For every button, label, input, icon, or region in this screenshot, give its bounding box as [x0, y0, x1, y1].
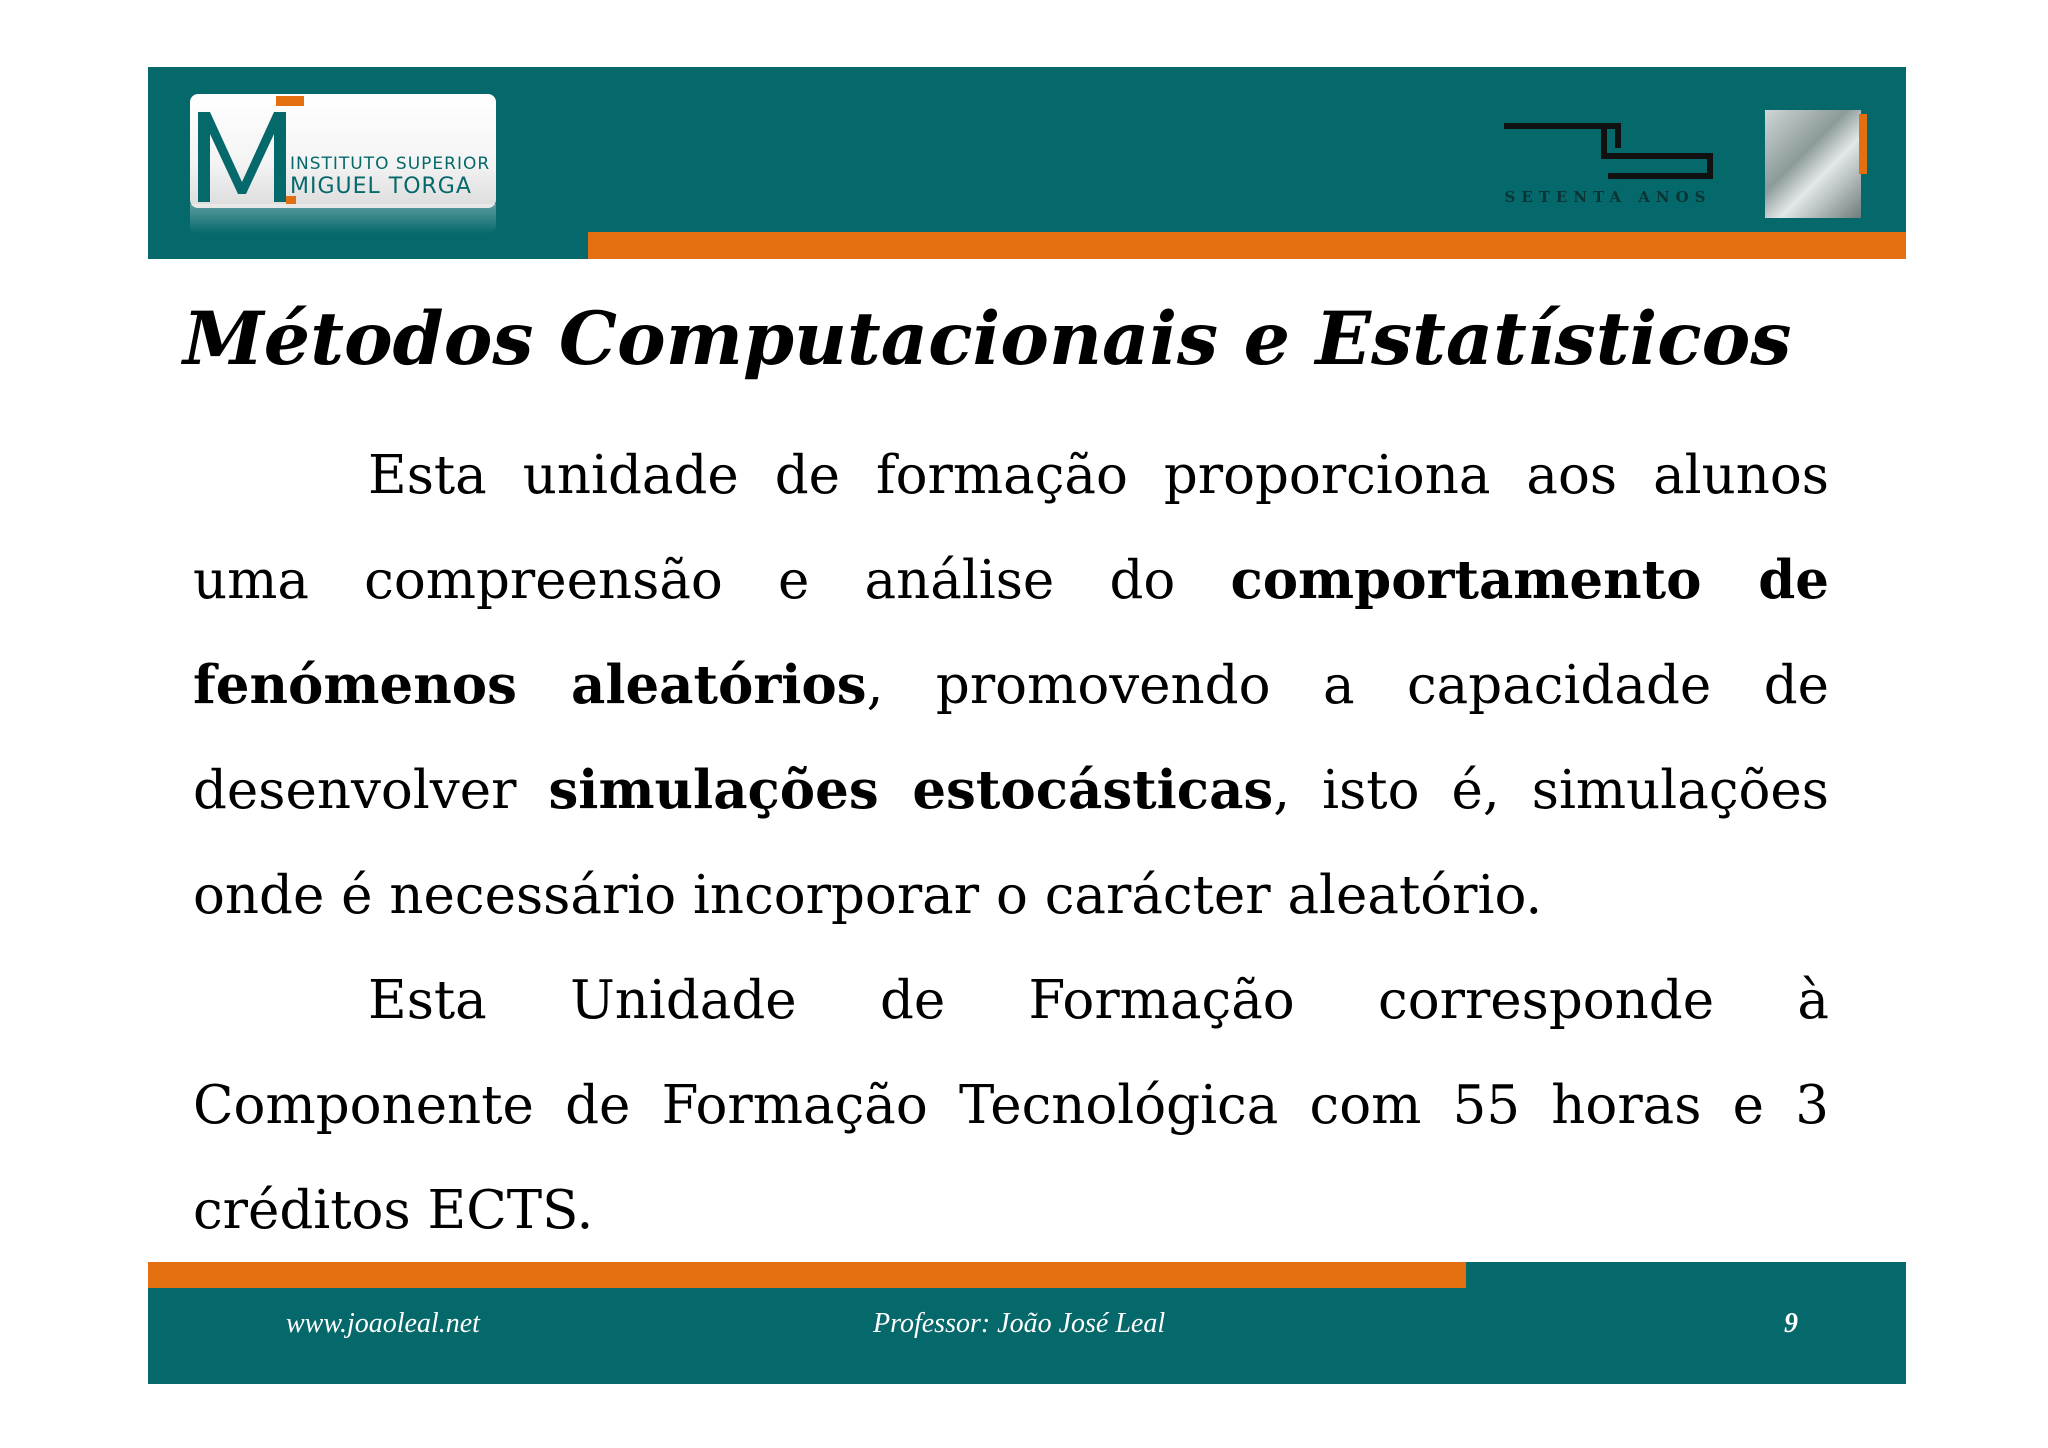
seventy-mark	[1500, 118, 1716, 188]
logo-line-1: INSTITUTO SUPERIOR	[290, 154, 491, 174]
bold-phrase: simulações estocásticas	[548, 759, 1274, 821]
footer-orange-stripe	[148, 1262, 1466, 1288]
paragraph-1-line-3	[193, 633, 1829, 738]
header-orange-stripe	[588, 232, 1906, 259]
logo-reflection	[190, 204, 496, 234]
paragraph-2-line-3: créditos ECTS.	[193, 1180, 594, 1241]
paragraph-1-line-4	[193, 738, 1829, 843]
text-segment: , promovendo a capacidade de	[866, 655, 1829, 716]
anniversary-label: SETENTA ANOS	[1504, 188, 1712, 206]
paragraph-1-line-2	[193, 528, 1829, 633]
paragraph-1-line-1: Esta unidade de formação proporciona aos alunos	[368, 445, 1829, 506]
bold-phrase: fenómenos aleatórios	[193, 654, 867, 716]
logo-line-2: MIGUEL TORGA	[290, 174, 472, 199]
paragraph-2-line-1: Esta Unidade de Formação corresponde à	[368, 970, 1829, 1031]
bold-phrase: comportamento de	[1230, 549, 1829, 611]
slide-body	[193, 423, 1829, 1263]
text-segment: , isto é, simulações	[1273, 760, 1829, 821]
text-segment: uma compreensão e análise do	[193, 550, 1231, 611]
seventy-years-logo	[1500, 118, 1716, 210]
footer-url: www.joaoleal.net	[286, 1308, 480, 1339]
slide-title: Métodos Computacionais e Estatísticos	[183, 296, 1792, 382]
photo-accent	[1859, 114, 1867, 174]
text-segment: desenvolver	[193, 760, 549, 821]
building-photo	[1765, 110, 1861, 218]
institute-logo	[190, 94, 496, 208]
paragraph-1-line-5: onde é necessário incorporar o carácter aleatório.	[193, 865, 1543, 926]
footer-professor: Professor: João José Leal	[873, 1308, 1166, 1339]
page-number: 9	[1784, 1308, 1798, 1339]
paragraph-2-line-2: Componente de Formação Tecnológica com 55 horas e 3	[193, 1075, 1829, 1136]
